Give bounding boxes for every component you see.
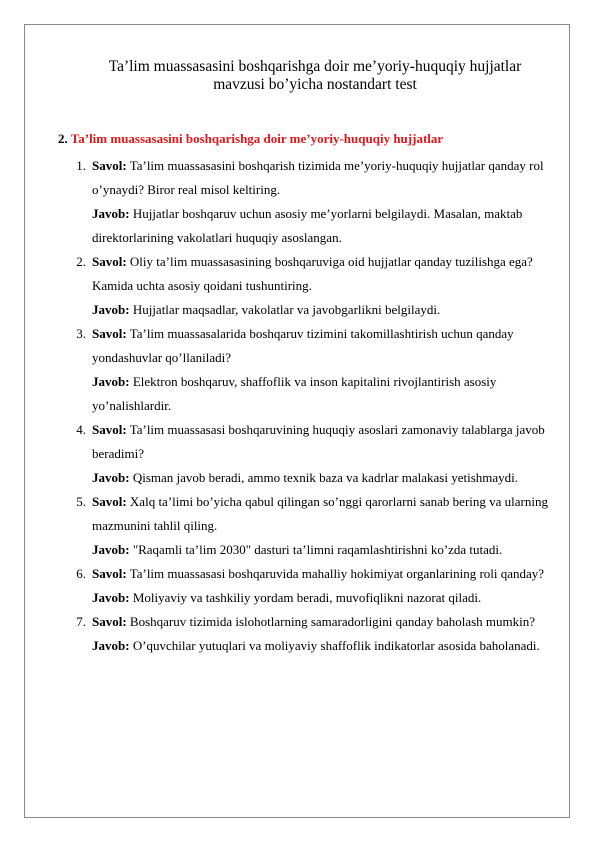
answer-label: Javob: bbox=[92, 302, 130, 317]
section-title: Ta’lim muassasasini boshqarishga doir me’yoriy-huquqiy hujjatlar bbox=[70, 131, 444, 146]
question-text: Ta’lim muassasalarida boshqaruv tizimini takomillashtirish uchun qanday yondashuvlar qo’llaniladi? bbox=[92, 326, 514, 365]
question-label: Savol: bbox=[92, 158, 127, 173]
question-text: Oliy ta’lim muassasasining boshqaruviga oid hujjatlar qanday tuzilishga ega? Kamida uchta asosiy qoidani tushuntiring. bbox=[92, 254, 533, 293]
question-text: Ta’lim muassasasi boshqaruvining huquqiy asoslari zamonaviy talablarga javob beradimi? bbox=[92, 422, 545, 461]
list-item bbox=[66, 610, 562, 658]
answer-label: Javob: bbox=[92, 374, 130, 389]
answer bbox=[92, 298, 562, 322]
list-item bbox=[66, 418, 562, 490]
list-item bbox=[66, 250, 562, 322]
answer bbox=[92, 586, 562, 610]
section-number: 2. bbox=[58, 131, 68, 146]
question-label: Savol: bbox=[92, 254, 127, 269]
list-item bbox=[66, 490, 562, 562]
answer-text: "Raqamli ta’lim 2030" dasturi ta’limni raqamlashtirishni ko’zda tutadi. bbox=[132, 542, 503, 557]
answer bbox=[92, 370, 562, 418]
answer-label: Javob: bbox=[92, 542, 130, 557]
question-text: Xalq ta’limi bo’yicha qabul qilingan so’nggi qarorlarni sanab bering va ularning mazmunini tahlil qiling. bbox=[92, 494, 548, 533]
question bbox=[92, 562, 562, 586]
question-label: Savol: bbox=[92, 614, 127, 629]
answer-text: Hujjatlar maqsadlar, vakolatlar va javobgarlikni belgilaydi. bbox=[132, 302, 441, 317]
answer-text: Qisman javob beradi, ammo texnik baza va kadrlar malakasi yetishmaydi. bbox=[132, 470, 518, 485]
question-text: Boshqaruv tizimida islohotlarning samaradorligini qanday baholash mumkin? bbox=[129, 614, 536, 629]
question bbox=[92, 610, 562, 634]
answer-label: Javob: bbox=[92, 470, 130, 485]
question bbox=[92, 154, 562, 202]
question bbox=[92, 490, 562, 538]
question-label: Savol: bbox=[92, 326, 127, 341]
item-number: 4. bbox=[76, 422, 86, 437]
item-number: 2. bbox=[76, 254, 86, 269]
document-title bbox=[60, 58, 570, 94]
answer bbox=[92, 538, 562, 562]
answer-text: Elektron boshqaruv, shaffoflik va inson kapitalini rivojlantirish asosiy yo’nalishlardir. bbox=[92, 374, 497, 413]
answer bbox=[92, 202, 562, 250]
question-list bbox=[66, 154, 562, 658]
answer-text: O’quvchilar yutuqlari va moliyaviy shaffoflik indikatorlar asosida baholanadi. bbox=[132, 638, 540, 653]
answer bbox=[92, 634, 562, 658]
list-item bbox=[66, 562, 562, 610]
item-number: 5. bbox=[76, 494, 86, 509]
list-item bbox=[66, 154, 562, 250]
section-heading bbox=[58, 131, 443, 147]
list-item bbox=[66, 322, 562, 418]
question bbox=[92, 418, 562, 466]
item-number: 3. bbox=[76, 326, 86, 341]
answer-label: Javob: bbox=[92, 638, 130, 653]
answer-text: Hujjatlar boshqaruv uchun asosiy me’yorlarni belgilaydi. Masalan, maktab direktorlarining vakolatlari huquqiy asoslangan. bbox=[92, 206, 523, 245]
question-label: Savol: bbox=[92, 422, 127, 437]
question-label: Savol: bbox=[92, 566, 127, 581]
question-text: Ta’lim muassasasini boshqarish tizimida me’yoriy-huquqiy hujjatlar qanday rol o’ynaydi? Biror real misol keltiring. bbox=[92, 158, 544, 197]
item-number: 7. bbox=[76, 614, 86, 629]
answer-text: Moliyaviy va tashkiliy yordam beradi, muvofiqlikni nazorat qiladi. bbox=[132, 590, 482, 605]
answer-label: Javob: bbox=[92, 206, 130, 221]
question-text: Ta’lim muassasasi boshqaruvida mahalliy hokimiyat organlarining roli qanday? bbox=[129, 566, 545, 581]
question bbox=[92, 250, 562, 298]
item-number: 6. bbox=[76, 566, 86, 581]
answer-label: Javob: bbox=[92, 590, 130, 605]
title-line-2: mavzusi bo’yicha nostandart test bbox=[213, 76, 417, 93]
title-line-1: Ta’lim muassasasini boshqarishga doir me’yoriy-huquqiy hujjatlar bbox=[108, 58, 522, 75]
answer bbox=[92, 466, 562, 490]
question-label: Savol: bbox=[92, 494, 127, 509]
question bbox=[92, 322, 562, 370]
item-number: 1. bbox=[76, 158, 86, 173]
